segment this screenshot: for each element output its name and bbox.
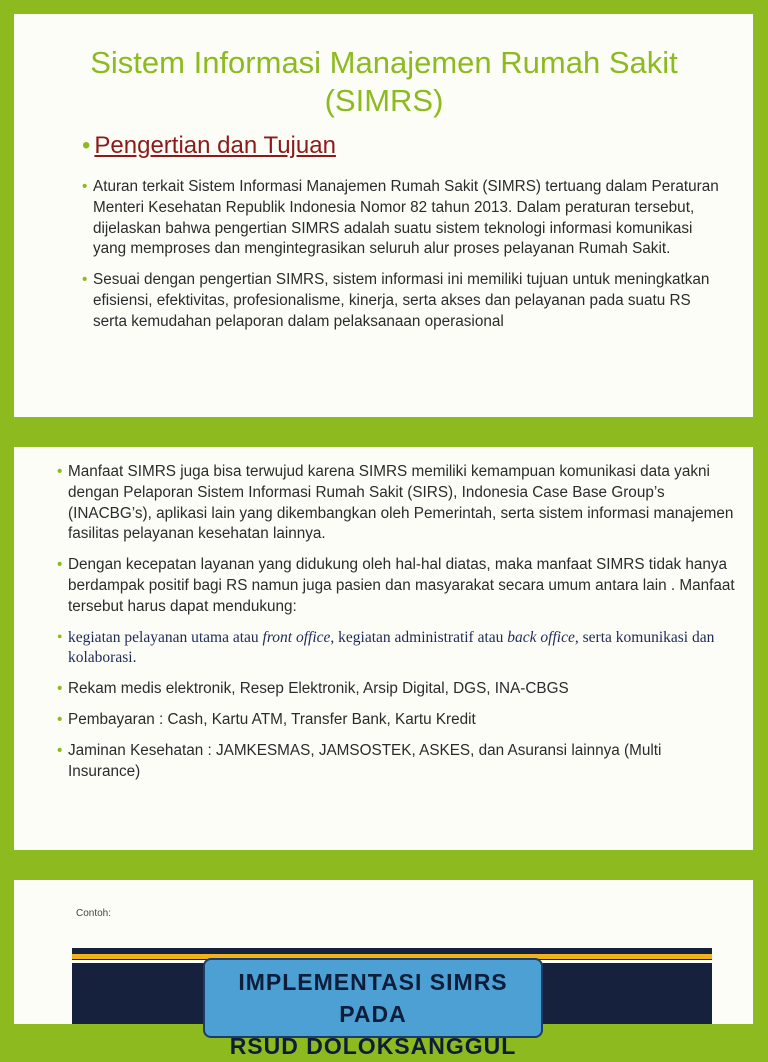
banner-line-1: IMPLEMENTASI SIMRS PADA	[238, 969, 508, 1027]
bullet-dot: •	[82, 178, 88, 195]
bullet-item	[57, 741, 736, 783]
bullet-item	[82, 270, 728, 332]
bullet-text: Pembayaran : Cash, Kartu ATM, Transfer Bank, Kartu Kredit	[68, 710, 476, 728]
bullet-dot: •	[57, 680, 63, 698]
text-segment: , kegiatan administratif atau	[330, 628, 508, 646]
slide-title: Sistem Informasi Manajemen Rumah Sakit (SIMRS)	[90, 45, 678, 118]
italic-term: front office	[262, 628, 331, 646]
section-heading-text: Pengertian dan Tujuan	[94, 132, 336, 159]
bullet-text: Dengan kecepatan layanan yang didukung oleh hal-hal diatas, maka manfaat SIMRS tidak hanya berdampak positif bagi RS namun juga pasien dan masyarakat secara umum antara lain . Manfaat tersebut harus dapat mendukung:	[68, 556, 735, 615]
bullet-text: Jaminan Kesehatan : JAMKESMAS, JAMSOSTEK, ASKES, dan Asuransi lainnya (Multi Insurance)	[68, 741, 662, 780]
bullet-item	[57, 710, 736, 731]
bullet-item	[57, 555, 736, 617]
bullet-item	[57, 628, 736, 670]
slide-1	[14, 14, 753, 417]
banner-line-2: RSUD DOLOKSANGGUL	[229, 1033, 517, 1059]
bullet-text: Manfaat SIMRS juga bisa terwujud karena SIMRS memiliki kemampuan komunikasi data yakni dengan Pelaporan Sistem Informasi Rumah Sakit (SIRS), Indonesia Case Base Group’s (INACBG’s), aplikasi lain yang dikembangkan oleh Pemerintah, serta sistem informasi manajemen fasilitas pelayanan kesehatan lainnya.	[68, 463, 734, 543]
text-segment: , serta komunikasi dan kolaborasi.	[68, 628, 715, 667]
slide-3	[14, 880, 753, 1059]
bullet-text: Rekam medis elektronik, Resep Elektronik, Arsip Digital, DGS, INA-CBGS	[68, 680, 569, 698]
slide-2	[14, 447, 753, 850]
text-segment: kegiatan pelayanan utama atau	[68, 628, 263, 646]
banner-image	[72, 948, 712, 1059]
bullet-text	[68, 629, 714, 667]
bullet-list	[57, 462, 736, 792]
bullet-item	[57, 462, 736, 545]
example-label: Contoh:	[76, 908, 112, 919]
heading-bullet: •	[82, 132, 91, 159]
bullet-list	[82, 177, 728, 343]
bullet-dot: •	[57, 463, 63, 480]
banner-title-box	[203, 958, 543, 1059]
bullet-text: Aturan terkait Sistem Informasi Manajemen Rumah Sakit (SIMRS) tertuang dalam Peraturan Menteri Kesehatan Republik Indonesia Nomor 82 tahun 2013. Dalam peraturan tersebut, dijelaskan bahwa pengertian SIMRS adalah suatu sistem teknologi informasi komunikasi yang memproses dan mengintegrasikan seluruh alur proses pelayanan Rumah Sakit.	[93, 178, 719, 258]
bullet-text: Sesuai dengan pengertian SIMRS, sistem informasi ini memiliki tujuan untuk meningkatkan efisiensi, efektivitas, profesionalisme, kinerja, serta akses dan pelayanan pada suatu RS serta kemudahan pelaporan dalam pelaksanaan operasional	[93, 271, 710, 330]
bullet-dot: •	[57, 628, 63, 646]
bullet-item	[57, 679, 736, 700]
bullet-dot: •	[82, 271, 88, 289]
section-heading	[82, 132, 336, 160]
bullet-dot: •	[57, 741, 63, 759]
bullet-dot: •	[57, 710, 63, 728]
bullet-dot: •	[57, 556, 63, 574]
italic-term: back office	[507, 628, 575, 646]
bullet-item	[82, 177, 728, 260]
